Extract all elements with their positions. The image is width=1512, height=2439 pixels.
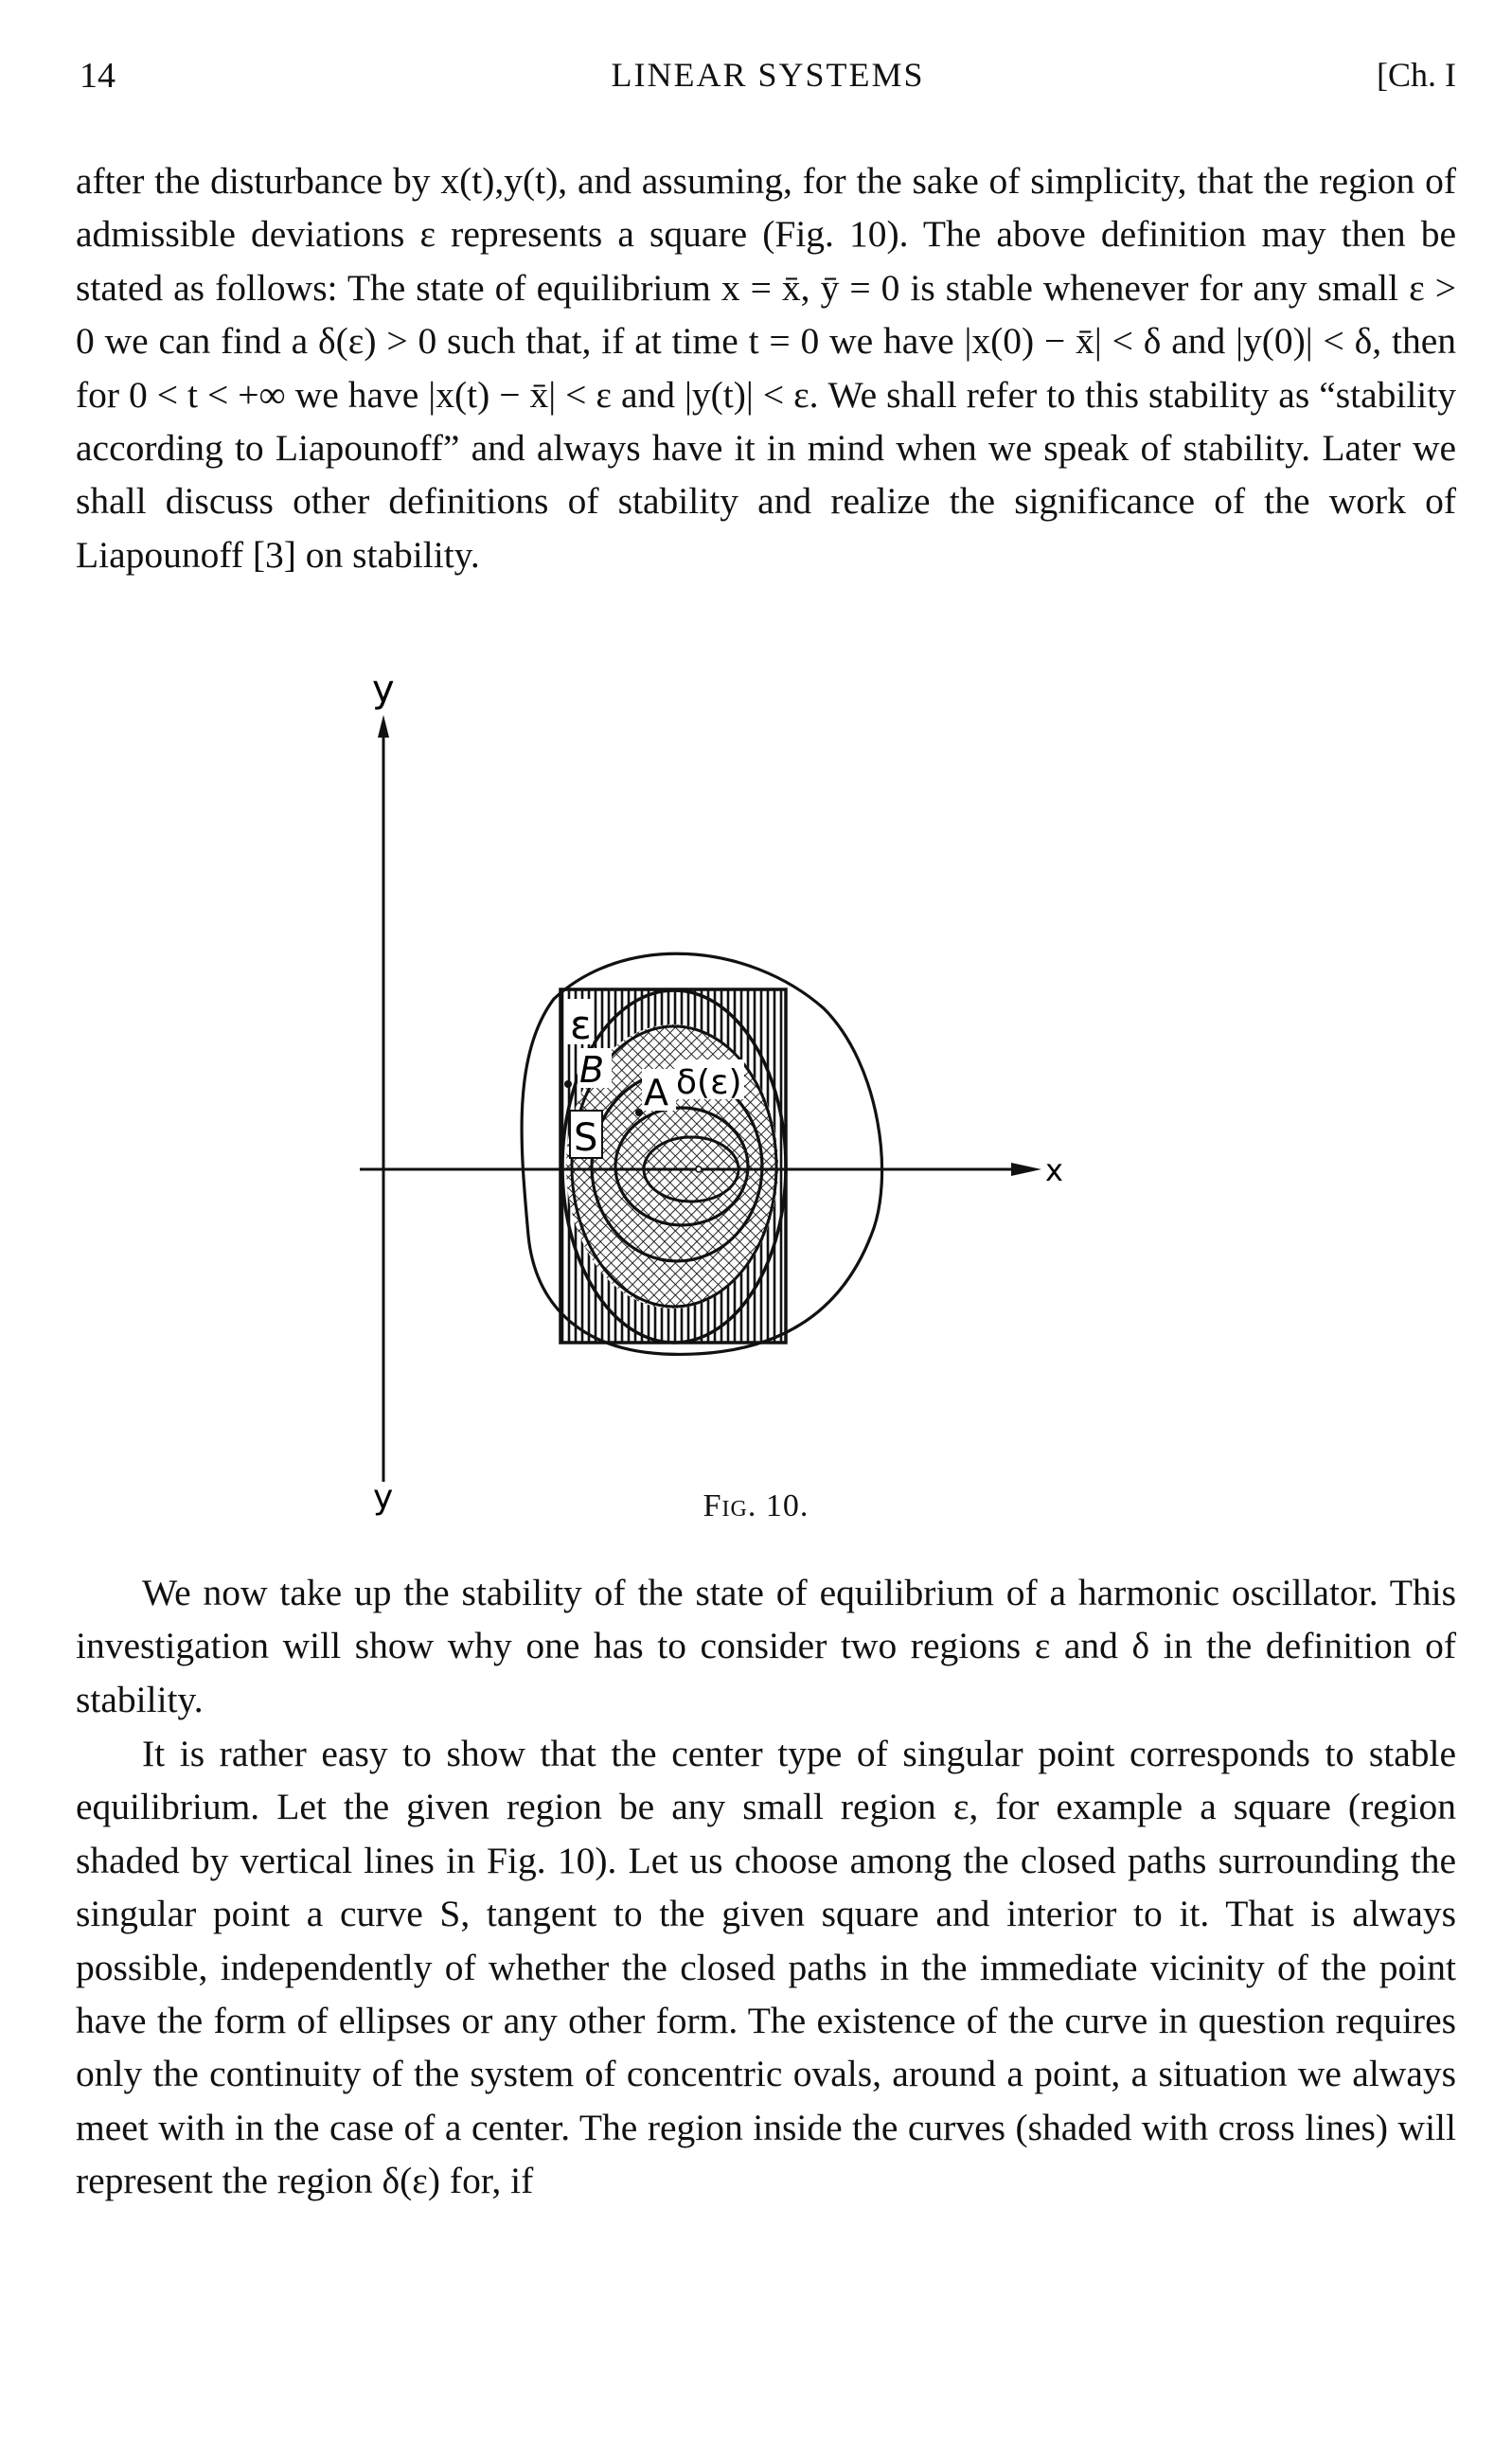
phase-plane-diagram <box>322 668 1212 1520</box>
equilibrium-point <box>696 1166 702 1172</box>
y-axis-label-bottom: y <box>373 1478 394 1517</box>
running-title: LINEAR SYSTEMS <box>611 56 925 94</box>
chapter-reference: [Ch. I <box>1377 56 1456 94</box>
s-label: S <box>574 1116 598 1160</box>
a-label: A <box>644 1072 668 1113</box>
y-axis-arrow <box>378 715 389 738</box>
page-number: 14 <box>80 56 116 96</box>
paragraph-stability-definition: after the disturbance by x(t),y(t), and assuming, for the sake of simplicity, that the region of admissible deviations ε represents a square (Fig. 10). The above definition may then be stated as follows: The state of equilibrium x = x̄, ȳ = 0 is stable whenever for any small ε > 0 we can find a δ(ε) > 0 such that, if at time t = 0 we have |x(0) − x̄| < δ and |y(0)| < δ, then for 0 < t < +∞ we have |x(t) − x̄| < ε and |y(t)| < ε. We shall refer to this stability as “stability according to Liapounoff” and always have it in mind when we speak of stability. Later we shall discuss other definitions of stability and realize the significance of the work of Liapounoff [3] on stability. <box>76 160 1457 576</box>
paragraph-harmonic-oscillator: We now take up the stability of the state of equilibrium of a harmonic oscillator. This investigation will show why one has to consider two regions ε and δ in the definition of stability. <box>76 1572 1456 1720</box>
paragraph-center-stability: It is rather easy to show that the center type of singular point corresponds to stable equilibrium. Let the given region be any small region ε, for example a square (region shaded by vertical lines in Fig. 10). Let us choose among the closed paths surrounding the singular point a curve S, tangent to the given square and interior to it. That is always possible, independently of whether the closed paths in the immediate vicinity of the point have the form of ellipses or any other form. The existence of the curve in question requires only the continuity of the system of concentric ovals, around a point, a situation we always meet with in the case of a center. The region inside the curves (shaded with cross lines) will represent the region δ(ε) for, if <box>76 1733 1456 2202</box>
page-header <box>80 55 1456 112</box>
x-axis-label: x <box>1045 1152 1063 1188</box>
x-axis-arrow <box>1011 1163 1041 1176</box>
epsilon-label: ε <box>570 1002 592 1048</box>
delta-epsilon-label: δ(ε) <box>676 1063 742 1102</box>
figure-caption: Fig. 10. <box>703 1488 809 1523</box>
point-a <box>635 1109 643 1116</box>
y-axis-label-top: y <box>372 668 395 711</box>
b-label: B <box>579 1049 605 1091</box>
figure-10 <box>322 668 1212 1520</box>
point-b <box>564 1080 572 1088</box>
